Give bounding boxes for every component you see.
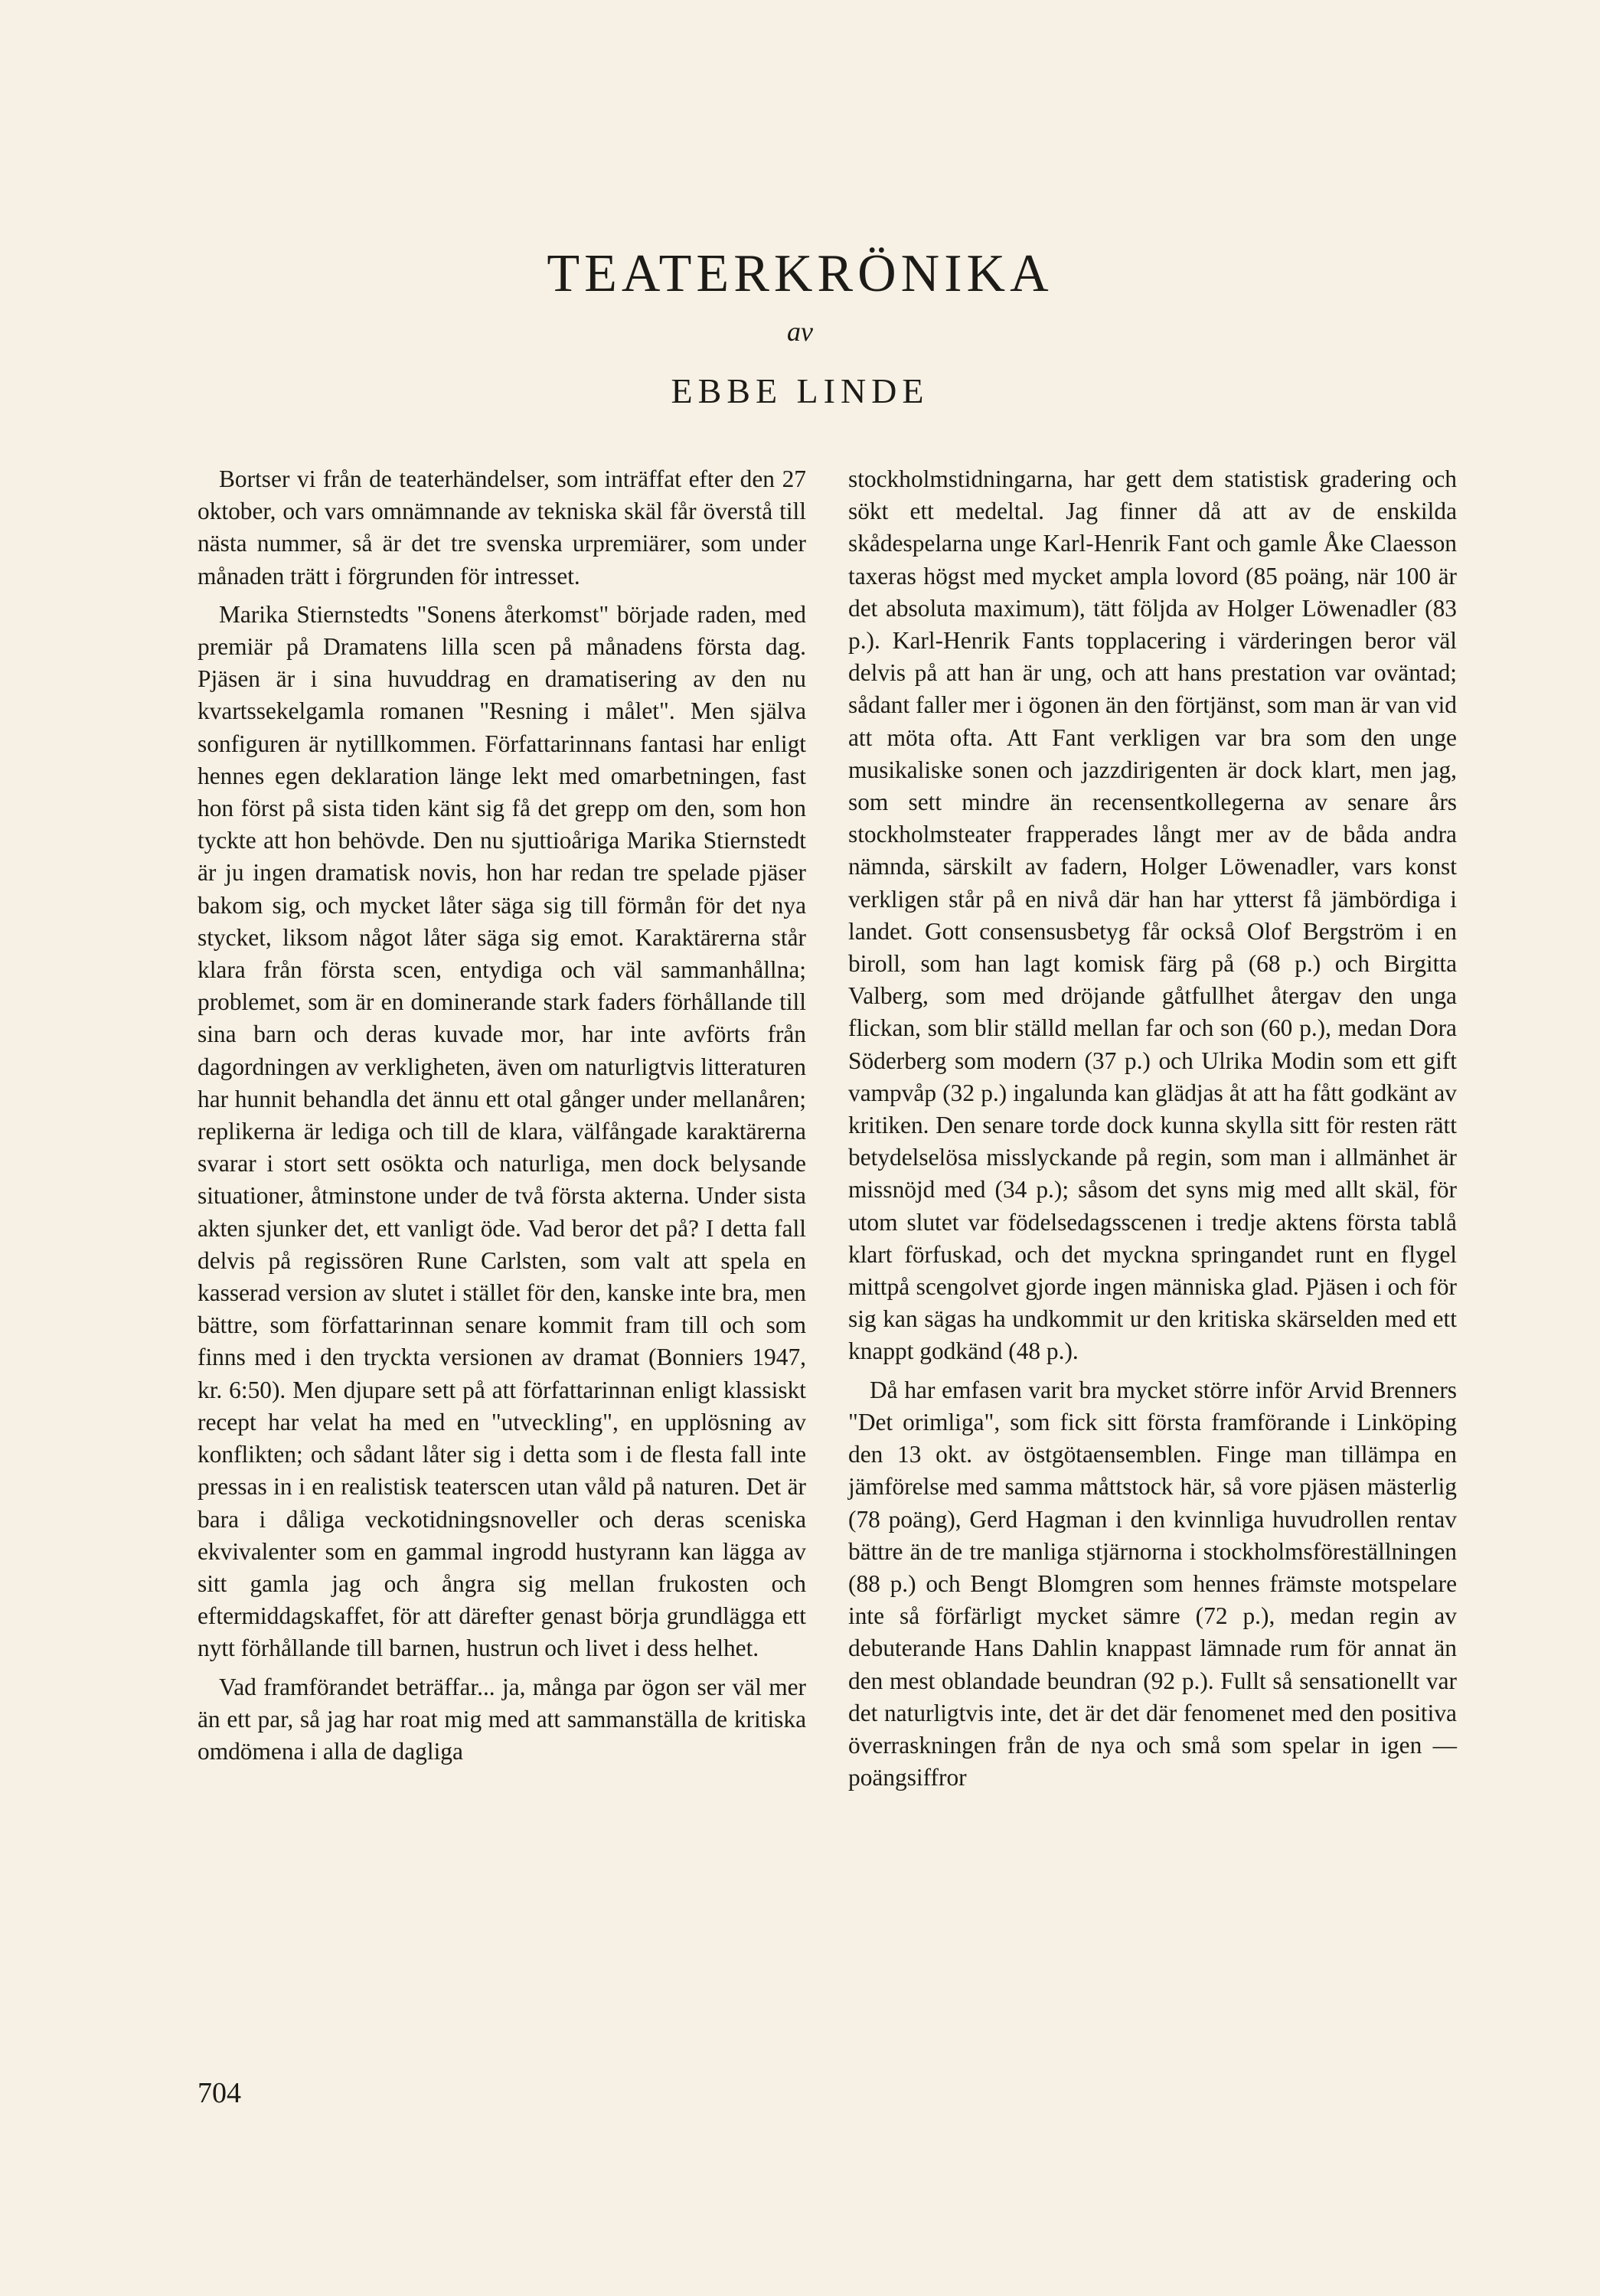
author-name: EBBE LINDE — [671, 371, 929, 410]
paragraph: Vad framförandet beträffar... ja, många par ögon ser väl mer än ett par, så jag har roat mig med att sammanställa de kritiska omdömena i alla de dagliga — [198, 1673, 806, 1765]
paragraph: stockholmstidningarna, har gett dem statistisk gradering och sökt ett medeltal. Jag finner då att av de enskilda skådespelarna unge Karl-Henrik Fant och gamle Åke Claesson taxeras högst med mycket ampla lovord (85 poäng, när 100 är det absoluta maximum), tätt följda av Holger Löwenadler (83 p.). Karl-Henrik Fants topplacering i värderingen beror väl delvis på att han är ung, och att hans prestation var oväntad; sådant faller mer i ögonen än den förtjänst, som man är van vid att möta ofta. Att Fant verkligen var bra som den unge musikaliske sonen och jazzdirigenten är dock klart, men jag, som sett mindre än recensentkollegerna av senare års stockholmsteater frapperades långt mer av de båda andra nämnda, särskilt av fadern, Holger Löwenadler, vars konst verkligen står på en nivå där han har ytterst få jämbördiga i landet. Gott consensusbetyg får också Olof Bergström i en biroll, som han lagt komisk färg på (68 p.) och Birgitta Valberg, som med dröjande gåtfullhet återgav den unga flickan, som blir ställd mellan far och son (60 p.), medan Dora Söderberg som modern (37 p.) och Ulrika Modin som ett gift vampvåp (32 p.) ingalunda kan glädjas åt att ha fått godkänt av kritiken. Den senare torde dock kunna skylla sitt för resten rätt betydelselösa misslyckande på regin, som man i allmänhet är missnöjd med (34 p.); såsom det syns mig med allt skäl, för utom slutet var födelsedagsscenen i tredje aktens första tablå klart förfuskad, och det myckna springandet runt en flygel mittpå scengolvet gjorde ingen människa glad. Pjäsen i och för sig kan sägas ha undkommit ur den kritiska skärselden med ett knappt godkänd (48 p.). — [848, 465, 1457, 1365]
article-title: TEATERKRÖNIKA — [547, 244, 1053, 303]
paragraph: Marika Stiernstedts "Sonens återkomst" började raden, med premiär på Dramatens lilla scen på månadens första dag. Pjäsen är i sina huvuddrag en dramatisering av den nu kvartssekelgamla romanen "Resning i målet". Men själva sonfiguren är nytillkommen. Författarinnans fantasi har enligt hennes egen deklaration länge lekt med omarbetningen, fast hon först på sista tiden känt sig få det grepp om den, som hon tyckte att hon behövde. Den nu sjuttioåriga Marika Stiernstedt är ju ingen dramatisk novis, hon har redan tre spelade pjäser bakom sig, och mycket låter säga sig till förmån för det nya stycket, liksom något låter säga sig emot. Karaktärerna står klara från första scen, entydiga och väl sammanhållna; problemet, som är en dominerande stark faders förhållande till sina barn och deras kuvade mor, har inte avförts från dagordningen av verkligheten, även om naturligtvis litteraturen har hunnit behandla det ännu ett otal gånger under mellanåren; replikerna är lediga och till de klara, välfångade karaktärerna svarar i stort sett osökta och naturliga, men dock belysande situationer, åtminstone under de två första akterna. Under sista akten sjunker det, ett vanligt öde. Vad beror det på? I detta fall delvis på regissören Rune Carlsten, som valt att spela en kasserad version av slutet i stället för den, kanske inte bra, men bättre, som författarinnan senare kommit fram till och som finns med i den tryckta versionen av dramat (Bonniers 1947, kr. 6:50). Men djupare sett på att författarinnan enligt klassiskt recept har velat ha med en "utveckling", en upplösning av konflikten; och sådant låter sig i detta som i de flesta fall inte pressas in i en realistisk teaterscen utan våld på naturen. Det är bara i dåliga veckotidningsnoveller och deras sceniska ekvivalenter som en gammal ingrodd hustyrann kan lägga av sitt gamla jag och ångra sig mellan frukosten och eftermiddagskaffet, för att därefter genast börja grundlägga ett nytt förhållande till barnen, hustrun och livet i dess helhet. — [198, 600, 806, 1662]
paragraph: Då har emfasen varit bra mycket större inför Arvid Brenners "Det orimliga", som fick sitt första framförande i Linköping den 13 okt. av östgötaensemblen. Finge man tillämpa en jämförelse med samma måttstock här, så vore pjäsen mästerlig (78 poäng), Gerd Hagman i den kvinnliga huvudrollen rentav bättre än de tre manliga stjärnorna i stockholmsföreställningen (88 p.) och Bengt Blomgren som hennes främste motspelare inte så förfärligt mycket sämre (72 p.), medan regin av debuterande Hans Dahlin knappast lämnade rum för annat än den mest oblandade beundran (92 p.). Fullt så sensationellt var det naturligtvis inte, det är det där fenomenet med den positiva överraskningen från de nya och små som spelar in igen — poängsiffror — [848, 1376, 1457, 1791]
right-column — [848, 463, 1457, 1800]
byline: av — [787, 316, 813, 347]
paragraph: Bortser vi från de teaterhändelser, som inträffat efter den 27 oktober, och vars omnämnande av tekniska skäl får överstå till nästa nummer, så är det tre svenska urpremiärer, som under månaden trätt i förgrunden för intresset. — [198, 465, 806, 590]
left-column — [198, 463, 806, 1774]
page-number: 704 — [198, 2077, 241, 2109]
